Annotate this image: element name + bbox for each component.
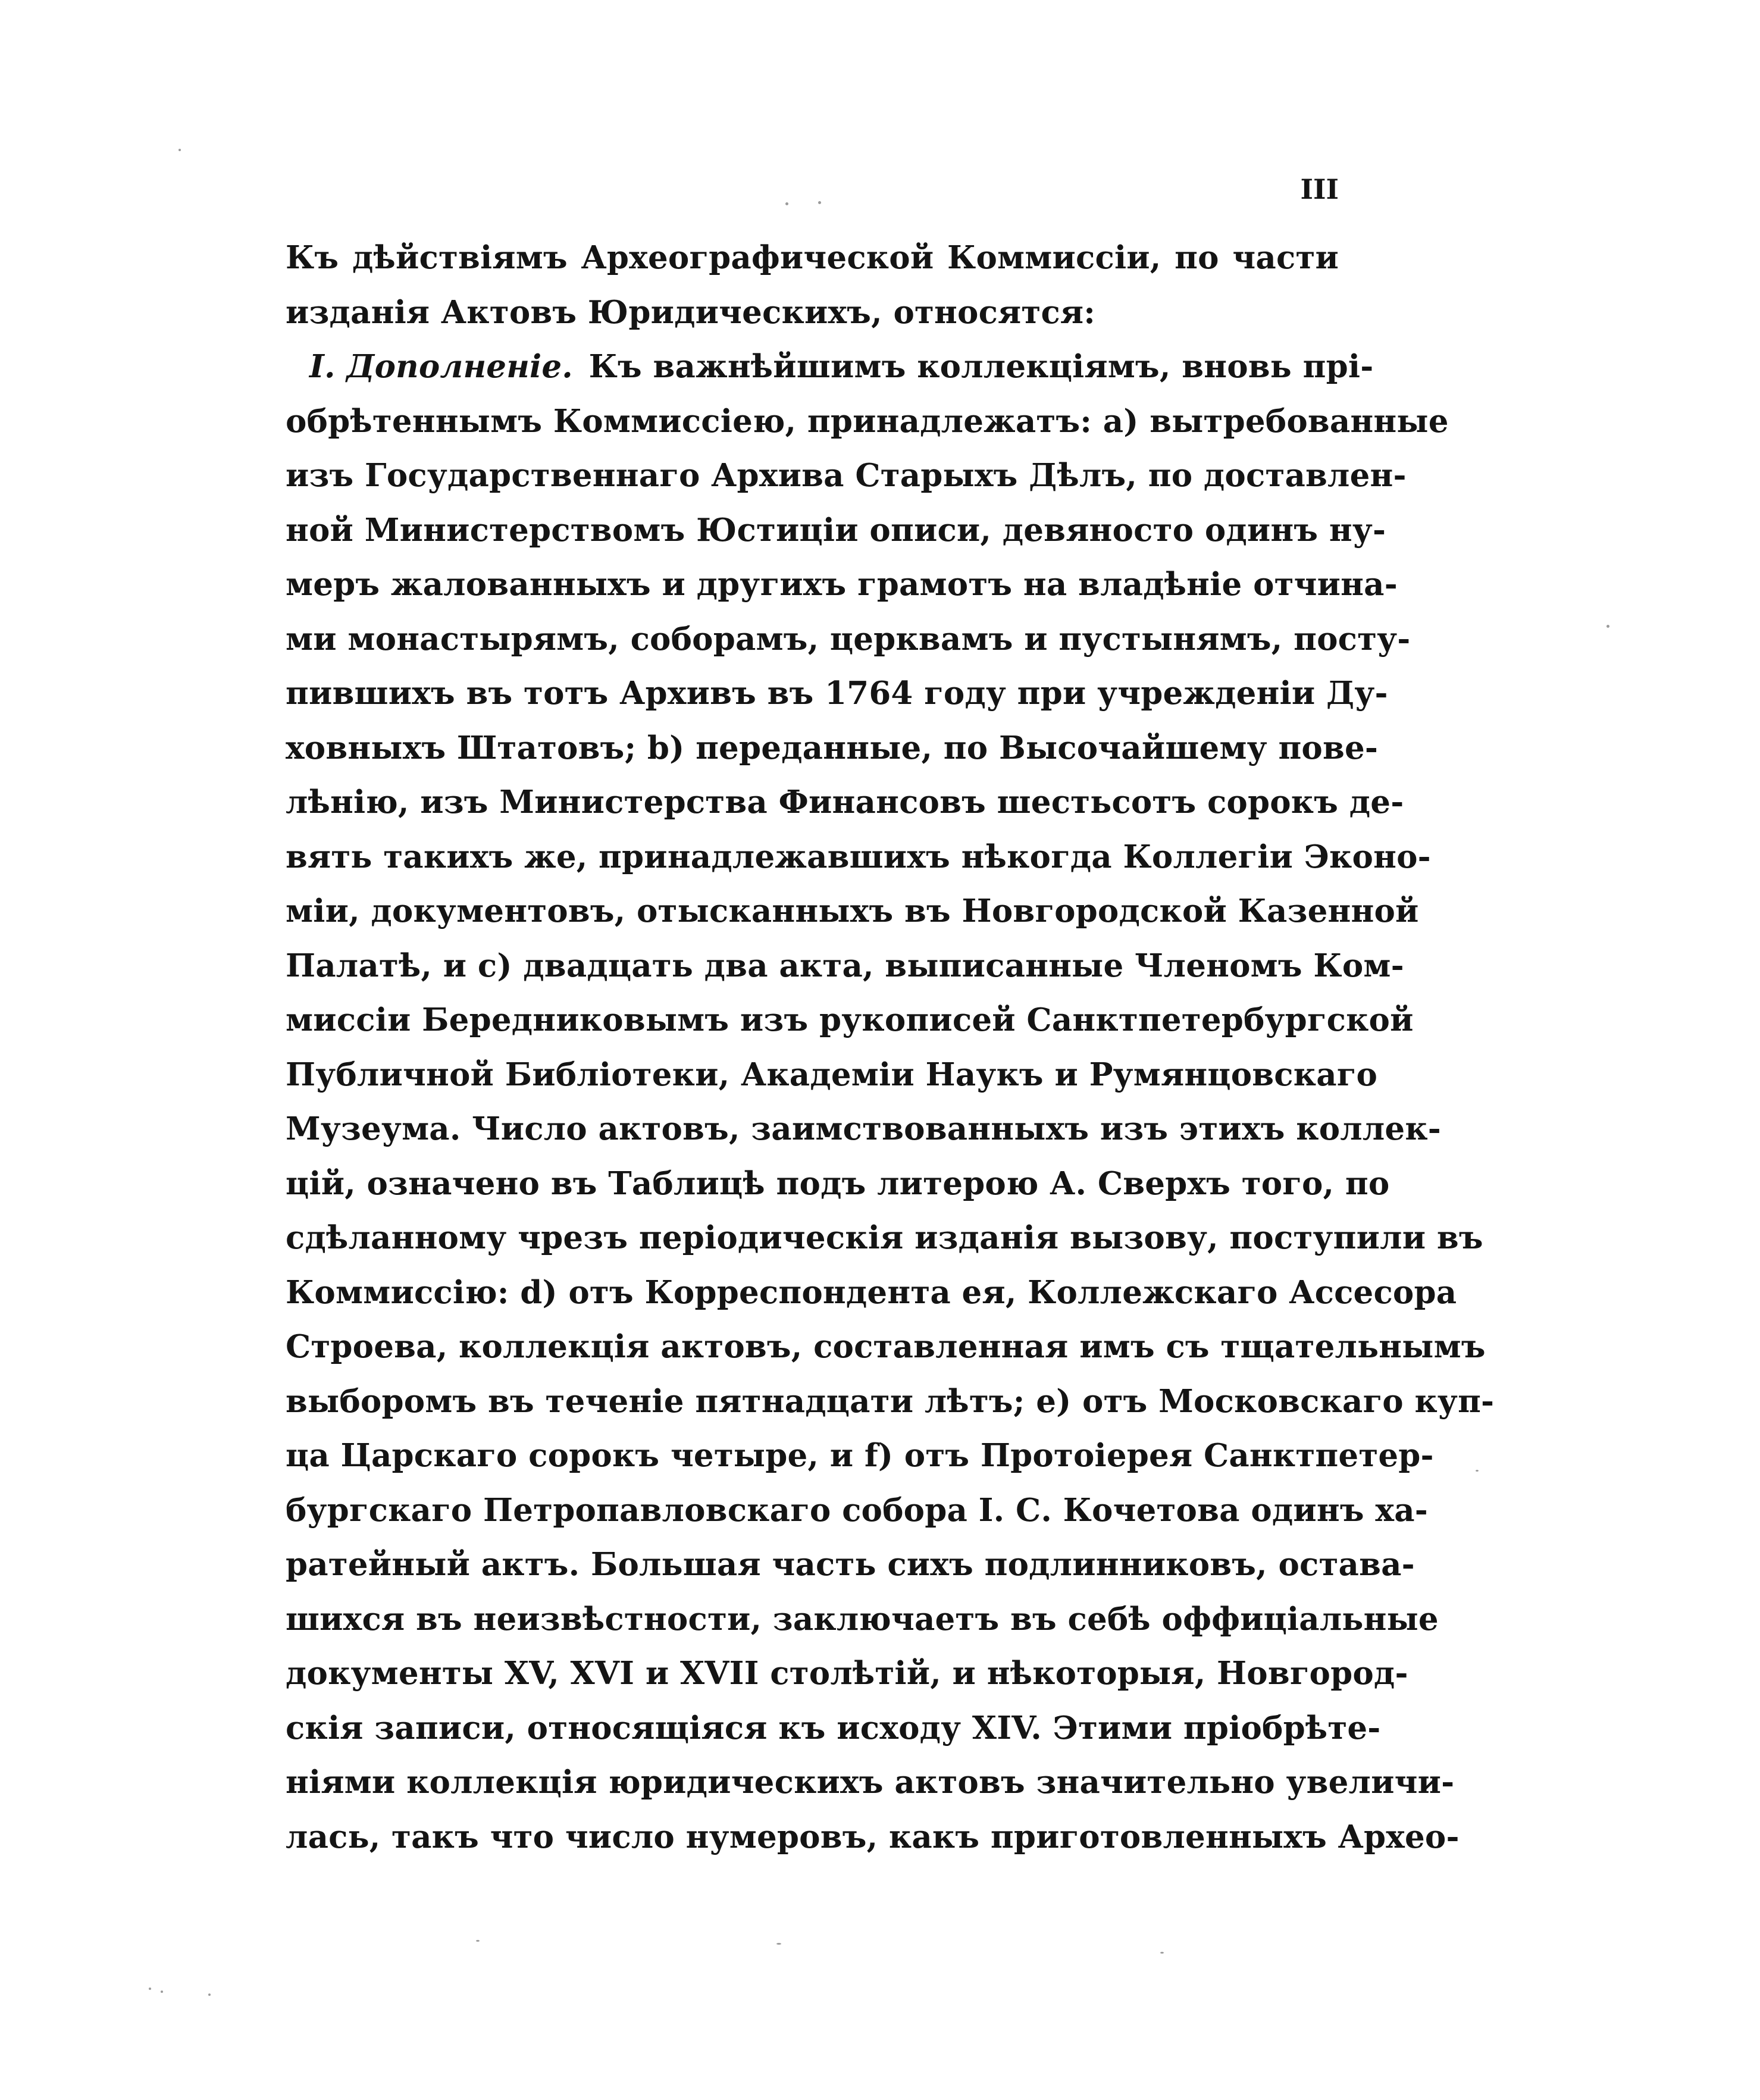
- text-line: ховныхъ Штатовъ; b) переданные, по Высочайшему пове-: [286, 729, 1379, 766]
- text-line-content: Къ важнѣйшимъ коллекціямъ, вновь прі-: [588, 348, 1374, 385]
- text-line: ми монастырямъ, соборамъ, церквамъ и пустынямъ, посту-: [286, 620, 1411, 658]
- text-line: лась, такъ что число нумеровъ, какъ приготовленныхъ Архео-: [286, 1818, 1460, 1855]
- text-line: скія записи, относящіяся къ исходу XIV. Этими пріобрѣте-: [286, 1709, 1381, 1747]
- text-line: Коммиссію: d) отъ Корреспондента ея, Коллежскаго Ассесора: [286, 1273, 1457, 1311]
- scan-speck: [208, 1993, 211, 1996]
- scan-speck: [1476, 1470, 1479, 1472]
- scan-speck: [476, 1940, 480, 1942]
- section-heading: I. Дополненіе.: [309, 348, 573, 385]
- scan-speck: [1606, 625, 1609, 628]
- scan-speck: [1160, 1952, 1164, 1954]
- scan-speck: [776, 1943, 781, 1945]
- text-line: Къ дѣйствіямъ Археографической Коммиссіи, по части: [286, 239, 1339, 276]
- text-line: бургскаго Петропавловскаго собора І. С. Кочетова одинъ ха-: [286, 1491, 1428, 1529]
- scan-speck: [149, 1988, 151, 1990]
- page-number: III: [1300, 173, 1339, 205]
- text-line: міи, документовъ, отысканныхъ въ Новгородской Казенной: [286, 893, 1419, 929]
- text-line: Палатѣ, и с) двадцать два акта, выписанные Членомъ Ком-: [286, 947, 1404, 984]
- text-line: цій, означено въ Таблицѣ подъ литерою А. Сверхъ того, по: [286, 1165, 1390, 1202]
- text-line: Строева, коллекція актовъ, составленная имъ съ тщательнымъ: [286, 1328, 1486, 1365]
- scan-speck: [161, 1991, 163, 1993]
- text-line: меръ жалованныхъ и другихъ грамотъ на владѣніе отчина-: [286, 566, 1398, 603]
- text-line: Музеума. Число актовъ, заимствованныхъ изъ этихъ коллек-: [286, 1110, 1441, 1147]
- text-line: [286, 340, 1374, 395]
- scan-speck: [178, 149, 181, 151]
- text-line: шихся въ неизвѣстности, заключаетъ въ себѣ оффиціальные: [286, 1600, 1439, 1638]
- body-text: [286, 231, 1495, 1864]
- text-line: ніями коллекція юридическихъ актовъ значительно увеличи-: [286, 1764, 1455, 1801]
- text-line: изданія Актовъ Юридическихъ, относятся:: [286, 293, 1096, 331]
- text-line: сдѣланному чрезъ періодическія изданія вызову, поступили въ: [286, 1219, 1483, 1256]
- text-line: ратейный актъ. Большая часть сихъ подлинниковъ, остава-: [286, 1546, 1415, 1583]
- text-line: Публичной Библіотеки, Академіи Наукъ и Румянцовскаго: [286, 1056, 1378, 1093]
- text-line: документы XV, XVI и XVII столѣтій, и нѣкоторыя, Новгород-: [286, 1655, 1408, 1692]
- text-line: изъ Государственнаго Архива Старыхъ Дѣлъ, по доставлен-: [286, 457, 1407, 494]
- text-line: ной Министерствомъ Юстиціи описи, девяносто одинъ ну-: [286, 511, 1386, 549]
- text-line: вять такихъ же, принадлежавшихъ нѣкогда Коллегіи Эконо-: [286, 838, 1431, 875]
- text-line: ца Царскаго сорокъ четыре, и f) отъ Протоіерея Санктпетер-: [286, 1437, 1434, 1474]
- text-line: обрѣтеннымъ Коммиссіею, принадлежатъ: а) вытребованные: [286, 402, 1449, 440]
- text-line: миссіи Бередниковымъ изъ рукописей Санктпетербургской: [286, 1002, 1414, 1038]
- text-line: выборомъ въ теченіе пятнадцати лѣтъ; е) отъ Московскаго куп-: [286, 1382, 1495, 1420]
- text-line: лѣнію, изъ Министерства Финансовъ шестьсотъ сорокъ де-: [286, 784, 1404, 821]
- scan-speck: [785, 202, 788, 205]
- text-line: пившихъ въ тотъ Архивъ въ 1764 году при учрежденіи Ду-: [286, 675, 1388, 712]
- scan-speck: [818, 201, 821, 204]
